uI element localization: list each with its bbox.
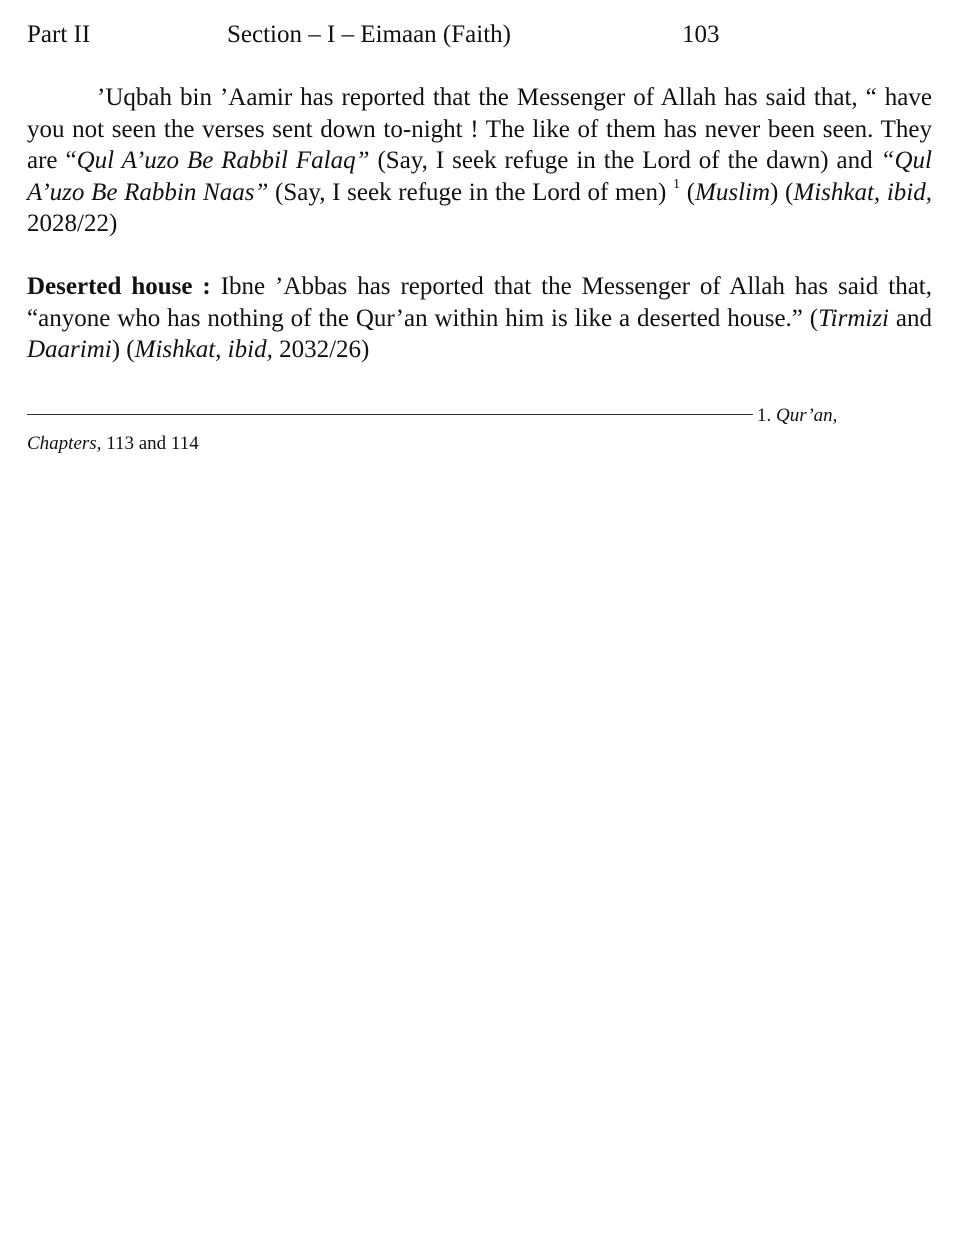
footnote-text: 113 and 114 — [101, 433, 199, 454]
page-header — [27, 18, 927, 52]
paragraph-text: Ibne ’Abbas has reported that the Messenger of Allah has said that, “anyone who has nothing of the Qur’an within him is like a deserted house.” ( — [27, 273, 932, 332]
paragraph-uqbah-hadith — [27, 82, 932, 240]
footnote — [27, 402, 932, 458]
paragraph-text: and — [889, 304, 932, 332]
paragraph-text: ) ( — [770, 178, 794, 206]
footnote-chapters: Chapters, — [27, 433, 102, 454]
italic-source-mishkat: Mishkat, ibid, — [793, 178, 932, 206]
paragraph-heading: Deserted house : — [27, 273, 211, 300]
italic-source-mishkat: Mishkat, ibid, — [134, 336, 273, 363]
footnote-number: 1. — [757, 405, 772, 426]
paragraph-deserted-house — [27, 271, 932, 366]
header-part: Part II — [27, 21, 91, 48]
footnote-rule — [27, 414, 753, 415]
footnote-marker: 1 — [673, 176, 681, 192]
paragraph-text: ) ( — [111, 336, 135, 363]
paragraph-text: 2032/26) — [272, 336, 370, 363]
paragraph-text: (Say, I seek refuge in the Lord of the dawn) and — [369, 147, 881, 174]
italic-source-muslim: Muslim — [695, 178, 771, 206]
header-page-number: 103 — [682, 21, 720, 48]
header-section-title: Section – I – Eimaan (Faith) — [227, 21, 511, 48]
footnote-quran: Qur’an, — [776, 405, 838, 426]
italic-surah-naas: “Qul A’uzo Be Rabbin Naas” — [27, 147, 932, 206]
italic-source-daarimi: Daarimi — [27, 336, 112, 363]
paragraph-text: 2028/22) — [27, 210, 118, 237]
italic-surah-falaq: Qul A’uzo Be Rabbil Falaq” — [76, 147, 370, 174]
paragraph-text: (Say, I seek refuge in the Lord of men) — [268, 178, 674, 206]
paragraph-text: ’Uqbah bin ’Aamir has reported that the Messenger of Allah has said that, “ have you not seen the verses sent down to-night ! The like of them has never been seen. They are “ — [27, 84, 932, 174]
italic-source-tirmizi: Tirmizi — [818, 304, 889, 332]
paragraph-text: ( — [680, 178, 696, 206]
